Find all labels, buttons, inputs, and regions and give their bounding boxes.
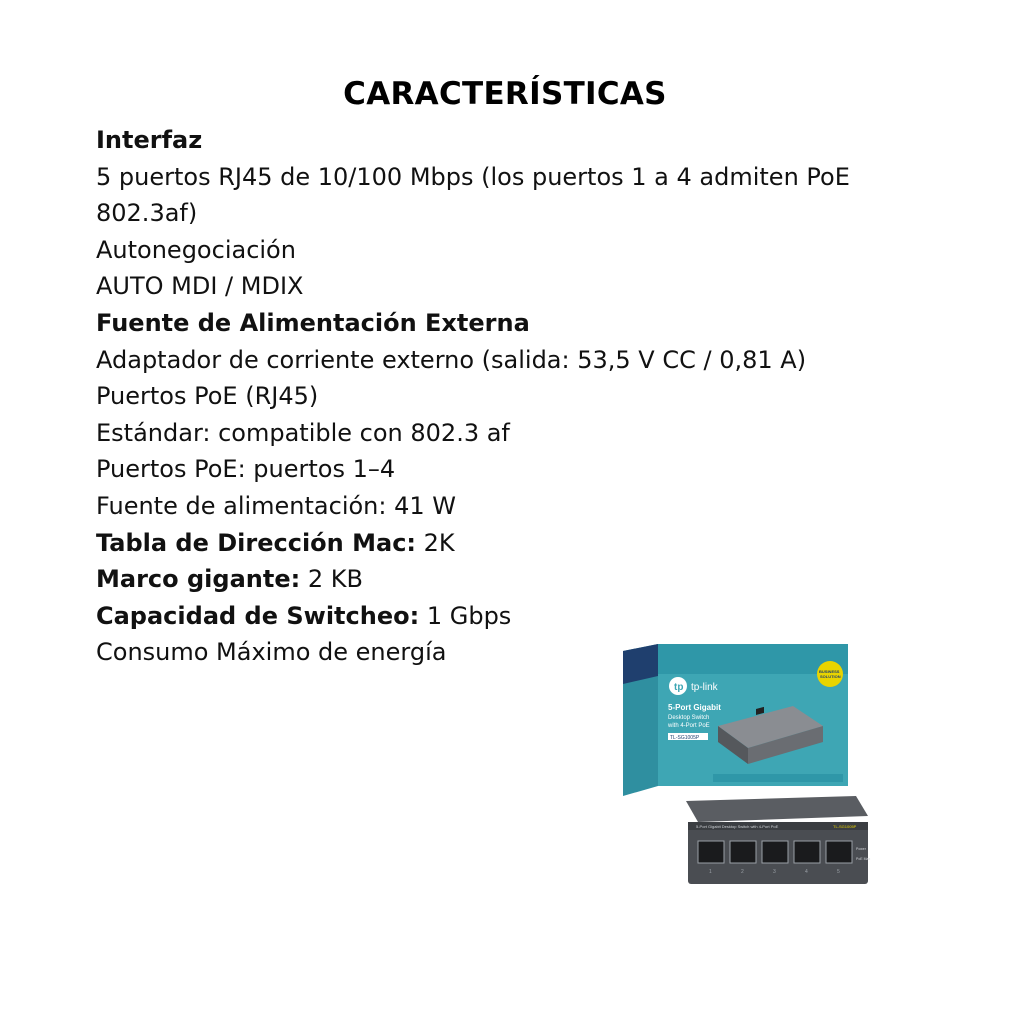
section-heading-interfaz: Interfaz <box>96 126 203 154</box>
page-title: CARACTERÍSTICAS <box>343 76 667 112</box>
spec-value: 2 KB <box>300 565 363 594</box>
switch-top <box>686 796 868 822</box>
product-image <box>618 636 871 891</box>
switch-ports <box>698 841 852 863</box>
rj45-port <box>826 841 852 863</box>
spec-max-consumption: Consumo Máximo de energía <box>96 638 447 667</box>
poe-max-led-label: PoE Max <box>856 857 871 861</box>
power-line-poe-range: Puertos PoE: puertos 1–4 <box>96 455 396 484</box>
power-line-standard: Estándar: compatible con 802.3 af <box>96 418 510 447</box>
rj45-port <box>730 841 756 863</box>
spec-value: 1 Gbps <box>419 601 512 630</box>
rj45-port <box>698 841 724 863</box>
spec-label: Capacidad de Switcheo: <box>96 601 420 630</box>
box-brand: tp-link <box>691 682 718 693</box>
port-number: 5 <box>837 869 840 875</box>
spec-jumbo-frame <box>96 561 956 598</box>
switch-model-label: TL-SG1005P <box>833 824 857 829</box>
features-list <box>96 122 956 671</box>
power-line-wattage: Fuente de alimentación: 41 W <box>96 491 456 520</box>
box-title-1: 5-Port Gigabit <box>668 703 721 712</box>
spec-label: Marco gigante: <box>96 565 301 594</box>
spec-switching-capacity <box>96 598 956 635</box>
power-line-poe-ports: Puertos PoE (RJ45) <box>96 382 319 411</box>
badge-line-1: BUSINESS <box>819 669 840 674</box>
port-number: 3 <box>773 869 776 875</box>
port-number: 4 <box>805 869 808 875</box>
spec-label: Tabla de Dirección Mac: <box>96 528 417 557</box>
interface-line-mdix: AUTO MDI / MDIX <box>96 272 304 301</box>
power-led-label: Power <box>856 847 866 851</box>
section-heading-fuente: Fuente de Alimentación Externa <box>96 308 530 337</box>
rj45-port <box>794 841 820 863</box>
spec-mac-table <box>96 525 956 562</box>
svg-text:tp: tp <box>674 682 684 693</box>
switch-panel-text: 5-Port Gigabit Desktop Switch with 4-Port PoE <box>696 824 779 829</box>
port-number: 2 <box>741 869 744 875</box>
box-title-2: Desktop Switch <box>668 715 710 721</box>
interface-line-ports: 5 puertos RJ45 de 10/100 Mbps (los puertos 1 a 4 admiten PoE 802.3af) <box>96 162 850 228</box>
box-title-3: with 4-Port PoE <box>668 723 710 729</box>
spec-value: 2K <box>416 528 455 557</box>
rj45-port <box>762 841 788 863</box>
box-model: TL-SG1005P <box>670 735 700 741</box>
interface-line-autoneg: Autonegociación <box>96 235 296 264</box>
badge-line-2: SOLUTION <box>820 674 841 679</box>
power-line-adapter: Adaptador de corriente externo (salida: 53,5 V CC / 0,81 A) <box>96 345 807 374</box>
port-number: 1 <box>709 869 712 875</box>
